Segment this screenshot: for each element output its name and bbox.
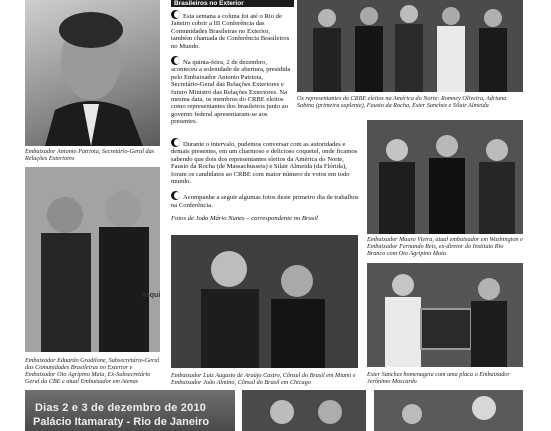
caption-sanchez: Ester Sanchez homenageia com uma placa o Embaixador Jerônimo Moscardo [367, 371, 510, 385]
photo-north-america-group [297, 0, 523, 92]
moon-bullet-icon [171, 10, 180, 19]
paragraph-1: Esta semana a coluna foi até o Rio de Janeiro cobrir a III Conferência das Comunidades Brasileiras no Exterior, também chamada de Conferência Brasileiros no Mundo. [171, 10, 291, 50]
caption-vieira: Embaixador Mauro Vieira, atual embaixador em Washington e Embaixador Fernando Reis, ex-diretor do Instituto Rio Branco com Oto Agripino Maia [367, 236, 523, 257]
photo-sanchez-plaque [367, 263, 523, 367]
article-body [171, 10, 291, 132]
photo-bottom-middle [242, 390, 366, 431]
moon-bullet-icon [171, 191, 180, 200]
photo-consuls [171, 235, 358, 368]
article-body-wide [171, 138, 361, 229]
moon-bullet-icon [171, 56, 180, 65]
caption-gradilone: Embaixador Eduardo Gradilone, Subsecretário-Geral das Comunidades Brasileiras no Exterior e Embaixador Oto Agripino Maia, Ex-Subsecretário Geral da CBE e atual Embaixador em Atenas [25, 357, 160, 385]
moon-bullet-icon [171, 138, 180, 147]
caption-consuls: Embaixador Luiz Augusto de Araújo Castro, Cônsul do Brasil em Miami e Embaixador João Almino, Cônsul do Brasil em Chicago [171, 372, 356, 386]
photo-gradilone-maia [25, 167, 160, 352]
sign-fragment: esqui [142, 292, 160, 299]
paragraph-4: Acompanhe a seguir algumas fotos deste primeiro dia de trabalhos na Conferência. [171, 191, 361, 209]
event-banner [25, 390, 235, 431]
caption-north-america: Os representantes do CRBE eleitos na América do Norte: Romney Oliveira, Adriana Sabino (primeira suplente), Fausto da Rocha, Ester Sanchez e Silair Almeida [297, 95, 507, 109]
photo-vieira-reis-maia [367, 120, 523, 234]
photo-patriota [25, 0, 160, 146]
event-venue: Palácio Itamaraty - Rio de Janeiro [33, 416, 210, 428]
photo-bottom-right [374, 390, 523, 431]
photo-credit: Fotos de João Mário Nunes – correspondente no Brasil [171, 215, 319, 223]
event-dates: Dias 2 e 3 de dezembro de 2010 [35, 402, 207, 414]
paragraph-2: Na quinta-feira, 2 de dezembro, aconteceu a solenidade de abertura, presidida pelo Embaixador Antonio Patriota, Secretário-Geral das Relações Exteriores e futuro Ministro das Relações Exteriores. Na mesma data, os membros do CRBE eleitos como representantes dos brasileiros junto ao governo federal apresentaram-se aos presentes. [171, 56, 291, 126]
caption-patriota: Embaixador Antonio Patriota, Secretário-Geral das Relações Exteriores [25, 148, 155, 162]
section-header: Brasileiros no Exterior [171, 0, 294, 7]
paragraph-3: Durante o intervalo, pudemos conversar com as autoridades e demais presentes, em um charmoso e delicioso coquetel, onde ficamos sabendo que dois dos representantes eleitos da América do Norte, Fausto da Rocha (de Massachussets) e Silair Almeida (da Flórida), foram os candidatos ao CRBE com maior número de votos em todo mundo. [171, 138, 361, 185]
